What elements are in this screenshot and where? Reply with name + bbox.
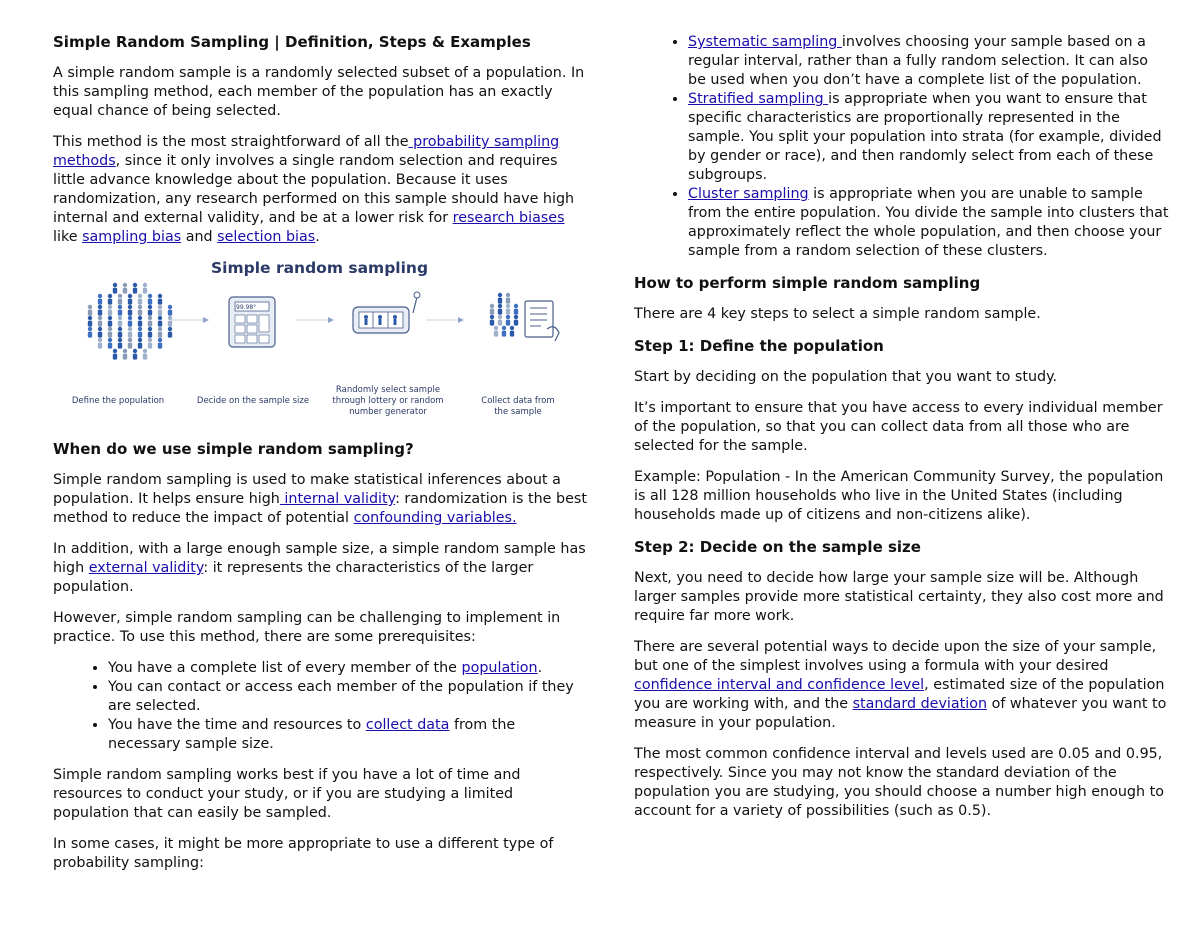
confounding-variables-link[interactable]: confounding variables. [353,510,517,526]
figure-illustration [53,277,588,387]
internal-validity-link[interactable]: internal validity [279,491,396,507]
prerequisites-list [53,659,588,754]
data-sheet-icon [525,301,559,341]
stratified-sampling-link[interactable]: Stratified sampling [688,91,829,107]
key-steps-paragraph: There are 4 key steps to select a simple random sample. [634,306,1041,322]
caption-decide-sample-size: Decide on the sample size [196,396,310,406]
list-item: • You have the time and resources to collect data from the necessary sample size. [108,716,588,754]
step1-example: Example: Population - In the American Community Survey, the population is all 128 million households who live in the United States (including households made up of citizens and non-citizens alike). [634,469,1164,523]
step2-paragraph-2: There are several potential ways to decide upon the size of your sample, but one of the simplest involves using a formula with your desired confidence interval and confidence level, estimated size of the population you are working with, and the standard deviation of whatever you want to measure in your population. [634,639,1167,731]
list-item: • You have a complete list of every member of the population. [108,659,588,678]
heading-step-1: Step 1: Define the population [634,337,884,355]
step1-paragraph-1: Start by deciding on the population that you want to study. [634,369,1058,385]
sampling-types-list [634,33,1169,261]
calculator-display: 99.98° [236,304,257,311]
list-item: • You can contact or access each member of the population if they are selected. [108,678,588,716]
research-biases-link[interactable]: research biases [452,210,565,226]
figure-title: Simple random sampling [211,259,429,277]
sampling-bias-link[interactable]: sampling bias [82,229,182,245]
left-column [53,30,588,885]
selection-bias-link[interactable]: selection bias [217,229,316,245]
prerequisites-paragraph: However, simple random sampling can be challenging to implement in practice. To use this method, there are some prerequisites: [53,610,561,645]
cluster-sampling-link[interactable]: Cluster sampling [688,186,809,202]
caption-randomly-select: Randomly select sample through lottery or random number generator [332,385,444,417]
calculator-icon [229,297,275,347]
step2-paragraph-1: Next, you need to decide how large your sample size will be. Although larger samples provide more statistical certainty, they also cost more and require far more work. [634,570,1164,624]
right-column [634,30,1169,833]
inference-paragraph: Simple random sampling is used to make statistical inferences about a population. It helps ensure high internal validity: randomization is the best method to reduce the impact of potential confounding variables. [53,472,587,526]
caption-collect-data: Collect data from the sample [481,396,555,417]
arrow-icon [171,317,464,323]
systematic-sampling-link[interactable]: Systematic sampling [688,34,842,50]
list-item: • Systematic sampling involves choosing your sample based on a regular interval, rather than a fully random selection. It can also be used when you don’t have a complete list of the population. [688,33,1169,90]
collect-data-link[interactable]: collect data [365,717,450,733]
population-crowd-icon [88,283,172,360]
simple-random-sampling-figure [53,259,588,422]
heading-when-use: When do we use simple random sampling? [53,440,414,458]
other-types-paragraph: In some cases, it might be more appropriate to use a different type of probability sampling: [53,836,554,871]
probability-sampling-link[interactable]: probability sampling methods [53,134,560,169]
external-validity-link[interactable]: external validity [88,560,204,576]
caption-define-population: Define the population [71,396,165,406]
population-link[interactable]: population [461,660,538,676]
works-best-paragraph: Simple random sampling works best if you have a lot of time and resources to conduct your study, or if you are studying a limited population that can easily be sampled. [53,767,521,821]
step1-paragraph-2: It’s important to ensure that you have access to every individual member of the population, so that you can collect data from all those who are selected for the sample. [634,400,1163,454]
list-item: • Stratified sampling is appropriate when you want to ensure that specific characteristics are proportionally represented in the sample. You split your population into strata (for example, divided by gender or race), and then randomly select from each of these subgroups. [688,90,1169,185]
external-validity-paragraph: In addition, with a large enough sample size, a simple random sample has high external validity: it represents the characteristics of the larger population. [53,541,586,595]
confidence-interval-link[interactable]: confidence interval and confidence level [634,677,925,693]
list-item: • Cluster sampling is appropriate when you are unable to sample from the entire population. You divide the sample into clusters that approximately reflect the whole population, and then choose your sample from a random selection of these clusters. [688,185,1169,261]
intro-paragraph: A simple random sample is a randomly selected subset of a population. In this sampling method, each member of the population has an exactly equal chance of being selected. [53,65,585,119]
method-paragraph: This method is the most straightforward of all the probability sampling methods, since it only involves a single random selection and requires little advance knowledge about the population. Because it uses randomization, any research performed on this sample should have high internal and external validity, and be at a lower risk for research biases like sampling bias and selection bias. [53,134,575,245]
article-title: Simple Random Sampling | Definition, Steps & Examples [53,33,531,51]
sample-group-icon [490,293,518,337]
standard-deviation-link[interactable]: standard deviation [852,696,988,712]
lottery-machine-icon [353,292,420,333]
step2-paragraph-3: The most common confidence interval and levels used are 0.05 and 0.95, respectively. Since you may not know the standard deviation of the population you are studying, you should choose a number high enough to account for a variety of possibilities (such as 0.5). [634,746,1164,819]
heading-step-2: Step 2: Decide on the sample size [634,538,921,556]
heading-how-perform: How to perform simple random sampling [634,274,981,292]
